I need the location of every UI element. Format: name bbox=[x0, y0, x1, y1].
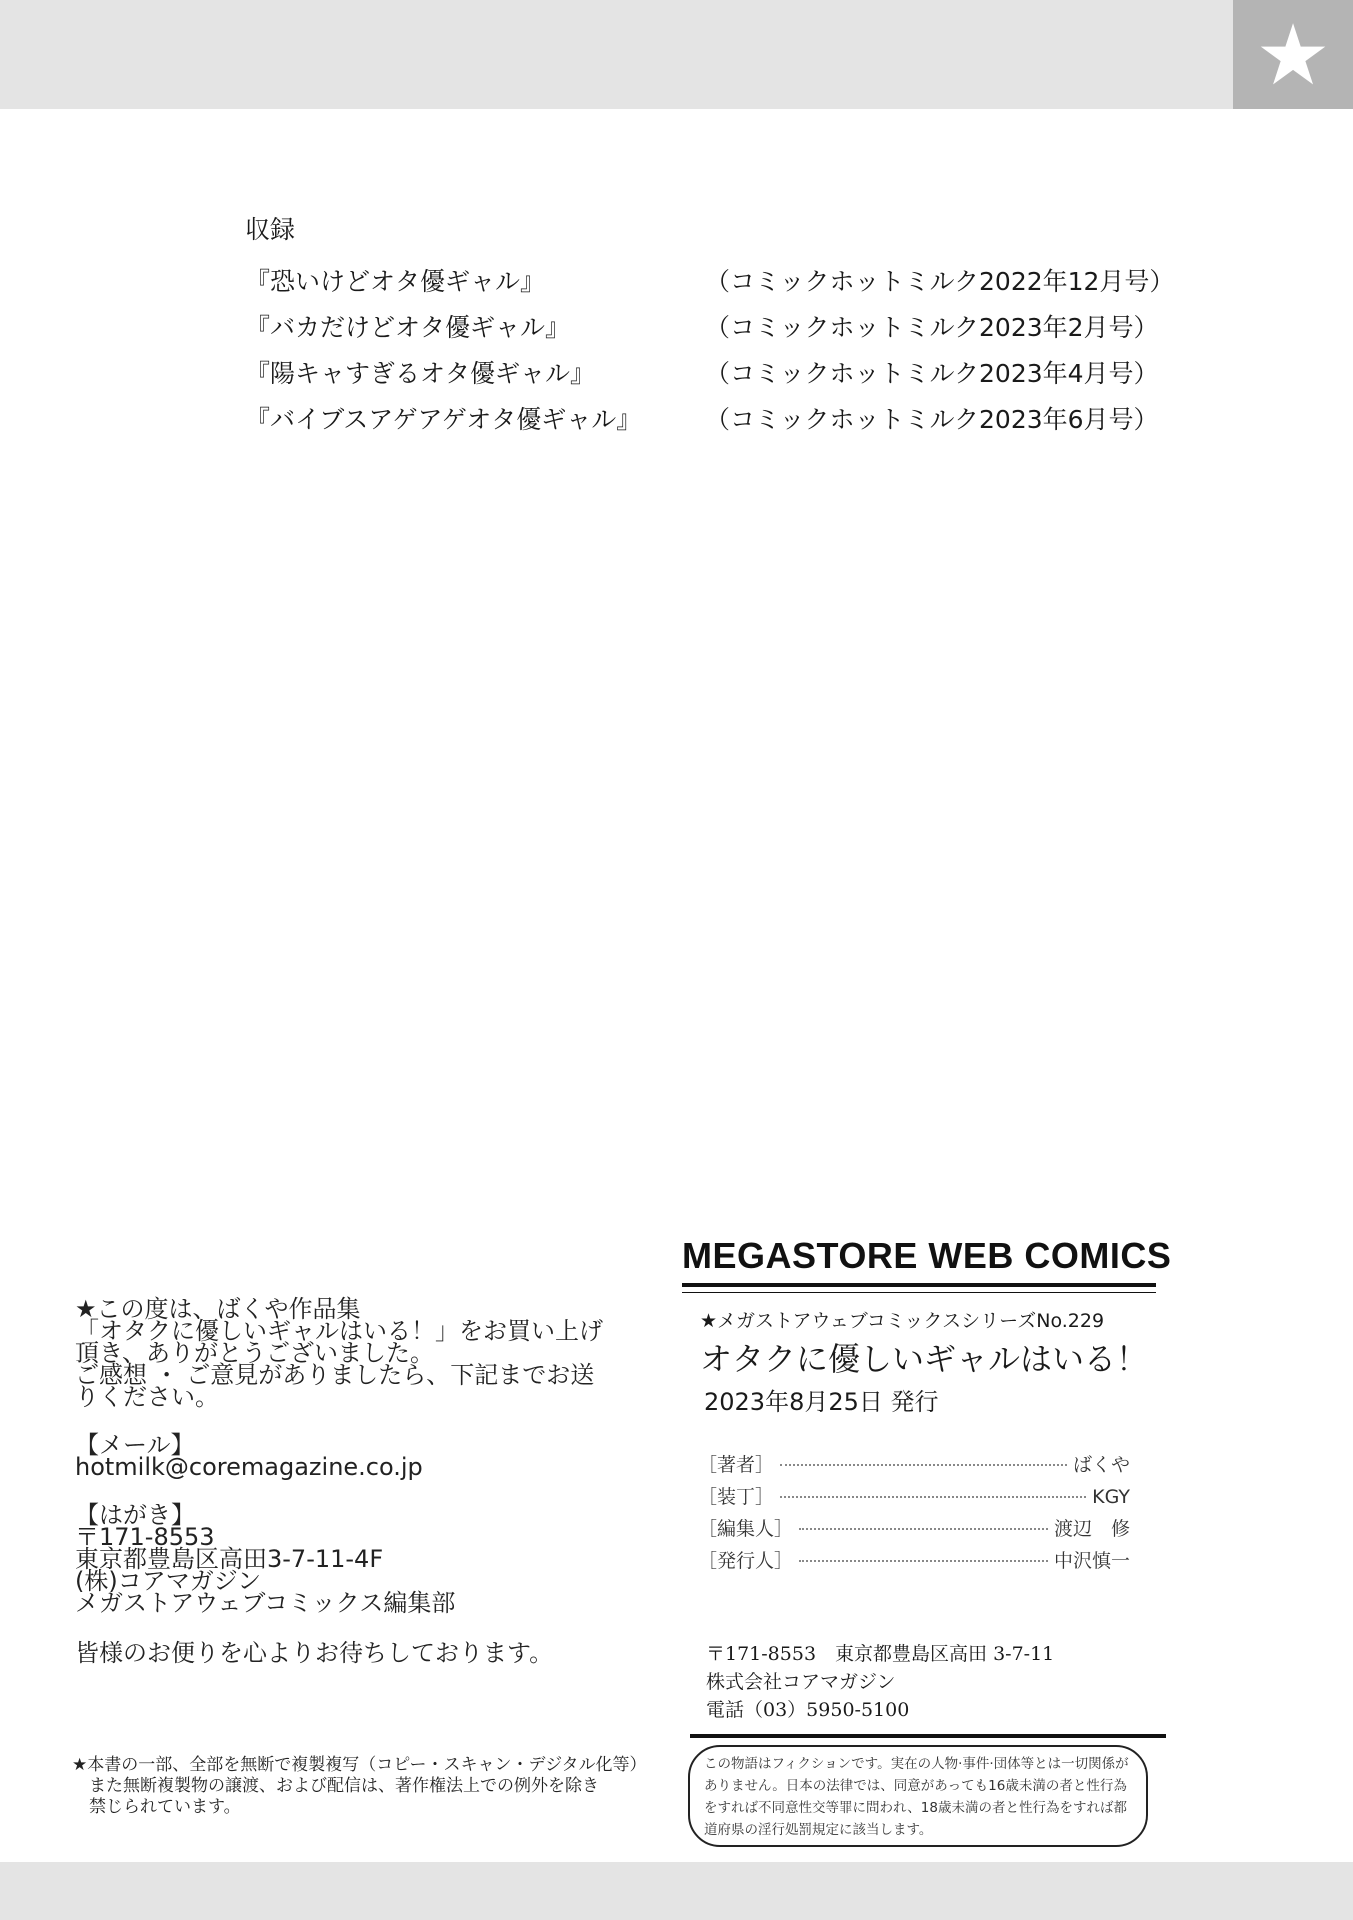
list-item bbox=[245, 308, 1159, 342]
credit-name: 渡辺 修 bbox=[1053, 1518, 1130, 1540]
star-badge bbox=[1233, 0, 1353, 109]
credit-label: ［発行人］ bbox=[698, 1550, 794, 1572]
credit-row bbox=[698, 1514, 1130, 1546]
contents-heading: 収録 bbox=[245, 215, 296, 244]
list-item bbox=[245, 262, 1175, 296]
closing-line: 皆様のお便りを心よりお待ちしております。 bbox=[75, 1639, 554, 1667]
book-title: オタクに優しいギャルはいる！ bbox=[700, 1340, 1149, 1378]
star-icon: ★ bbox=[1255, 5, 1331, 104]
dot-leader bbox=[799, 1560, 1048, 1562]
postcard-line: メガストアウェブコミックス編集部 bbox=[75, 1589, 456, 1617]
story-title: 『バカだけどオタ優ギャル』 bbox=[245, 313, 571, 342]
mail-label: 【メール】 bbox=[75, 1431, 195, 1459]
list-item bbox=[245, 400, 1159, 434]
issue-date: 2023年8月25日 発行 bbox=[704, 1388, 939, 1416]
note-line: ご感想 ・ ご意見がありましたら、下記までお送 bbox=[75, 1361, 595, 1389]
publisher-line: 電話（03）5950-5100 bbox=[706, 1699, 910, 1721]
note-line: りください。 bbox=[75, 1383, 219, 1411]
publisher-info bbox=[706, 1640, 1054, 1724]
copyright-line: また無断複製物の譲渡、および配信は、著作権法上での例外を除き bbox=[72, 1776, 599, 1796]
note-line: 「オタクに優しいギャルはいる！」をお買い上げ bbox=[75, 1317, 603, 1345]
reader-note bbox=[75, 1295, 603, 1667]
mail-address: hotmilk@coremagazine.co.jp bbox=[75, 1453, 423, 1481]
credit-row bbox=[698, 1482, 1130, 1514]
dot-leader bbox=[799, 1528, 1048, 1530]
publisher-line: 株式会社コアマガジン bbox=[706, 1671, 896, 1693]
story-title: 『恐いけどオタ優ギャル』 bbox=[245, 267, 546, 296]
postcard-line: 〒171-8553 bbox=[75, 1523, 215, 1551]
dot-leader bbox=[780, 1496, 1086, 1498]
credit-row bbox=[698, 1450, 1130, 1482]
divider bbox=[690, 1734, 1166, 1738]
story-title: 『陽キャすぎるオタ優ギャル』 bbox=[245, 359, 596, 388]
list-item bbox=[245, 354, 1159, 388]
postcard-line: 東京都豊島区高田3-7-11-4F bbox=[75, 1545, 384, 1573]
brand-logo-text: MEGASTORE WEB COMICS bbox=[682, 1235, 1172, 1276]
bottom-band bbox=[0, 1862, 1353, 1920]
story-title: 『バイブスアゲアゲオタ優ギャル』 bbox=[245, 405, 642, 434]
credits-list bbox=[698, 1450, 1130, 1578]
divider bbox=[682, 1283, 1156, 1287]
credit-name: 中沢慎一 bbox=[1053, 1550, 1130, 1572]
dot-leader bbox=[780, 1464, 1067, 1466]
credit-name: KGY bbox=[1092, 1486, 1130, 1508]
story-source: （コミックホットミルク2022年12月号） bbox=[705, 267, 1175, 296]
story-source: （コミックホットミルク2023年6月号） bbox=[705, 405, 1159, 434]
note-line: 頂き、ありがとうございました。 bbox=[75, 1339, 435, 1367]
credit-row bbox=[698, 1546, 1130, 1578]
note-line: ★この度は、ばくや作品集 bbox=[75, 1295, 361, 1323]
copyright-line: 禁じられています。 bbox=[72, 1797, 241, 1817]
copyright-line: ★本書の一部、全部を無断で複製複写（コピー・スキャン・デジタル化等） bbox=[72, 1755, 647, 1775]
postcard-label: 【はがき】 bbox=[75, 1501, 195, 1529]
credit-label: ［編集人］ bbox=[698, 1518, 794, 1540]
fiction-notice: この物語はフィクションです。実在の人物·事件·団体等とは一切関係がありません。日本の法律では、同意があっても16歳未満の者と性行為をすれば不同意性交等罪に問われ、18歳未満の者と性行為をすれば都道府県の淫行処罰規定に該当します。 bbox=[688, 1745, 1148, 1847]
story-source: （コミックホットミルク2023年2月号） bbox=[705, 313, 1159, 342]
story-source: （コミックホットミルク2023年4月号） bbox=[705, 359, 1159, 388]
credit-name: ばくや bbox=[1072, 1454, 1130, 1476]
top-band bbox=[0, 0, 1353, 109]
divider bbox=[682, 1292, 1156, 1293]
series-number: ★メガストアウェブコミックスシリーズNo.229 bbox=[700, 1310, 1105, 1332]
copyright-notice bbox=[72, 1755, 647, 1818]
credit-label: ［装丁］ bbox=[698, 1486, 775, 1508]
credit-label: ［著者］ bbox=[698, 1454, 775, 1476]
publisher-line: 〒171-8553 東京都豊島区高田 3-7-11 bbox=[706, 1643, 1055, 1665]
postcard-line: (株)コアマガジン bbox=[75, 1567, 262, 1595]
